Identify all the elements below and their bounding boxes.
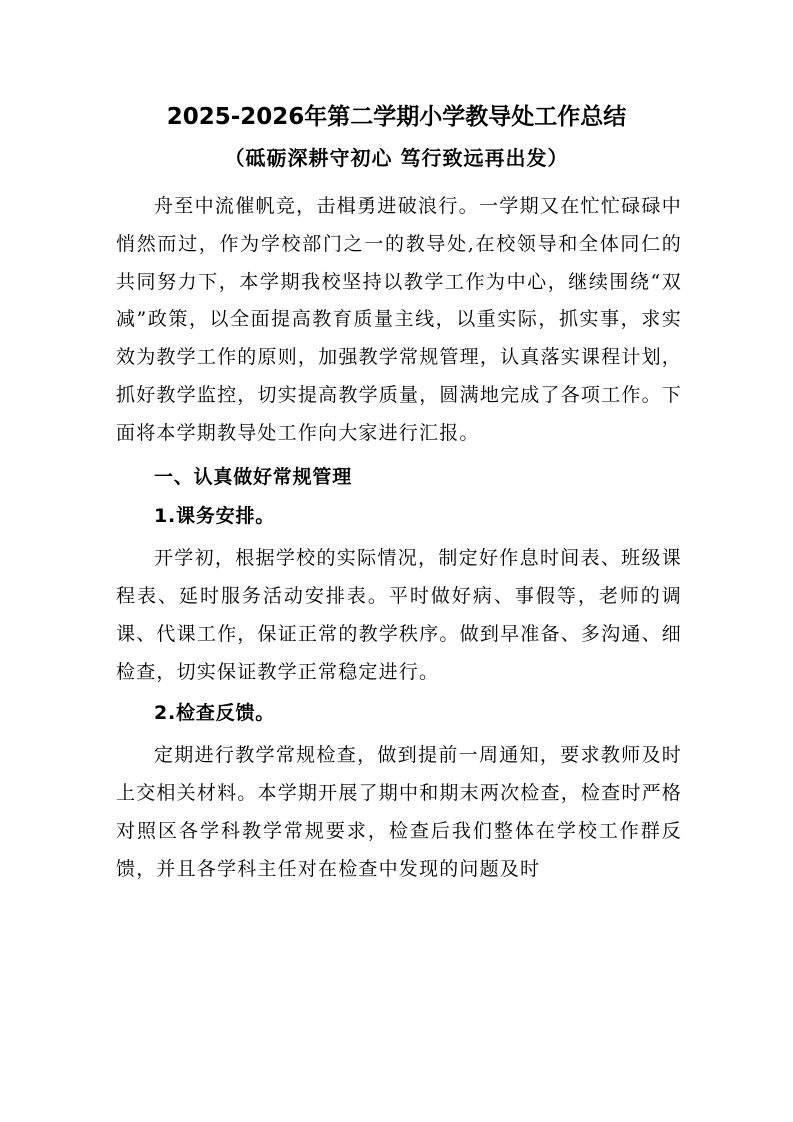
course-arrangement-paragraph: 开学初，根据学校的实际情况，制定好作息时间表、班级课程表、延时服务活动安排表。平时做好病、事假等，老师的调课、代课工作，保证正常的教学秩序。做到早准备、多沟通、细检查，切实保证教学正常稳定进行。 <box>116 547 682 683</box>
inspection-feedback-paragraph: 定期进行教学常规检查，做到提前一周通知，要求教师及时上交相关材料。本学期开展了期中和期末两次检查，检查时严格对照区各学科教学常规要求，检查后我们整体在学校工作群反馈，并且各学科主任对在检查中发现的问题及时 <box>116 744 682 880</box>
document-title: 2025-2026年第二学期小学教导处工作总结 <box>166 104 627 130</box>
subsection-heading-course-arrangement: 1.课务安排。 <box>154 505 276 528</box>
subsection-heading-inspection-feedback: 2.检查反馈。 <box>154 702 276 725</box>
document-subtitle: （砥砺深耕守初心 笃行致远再出发） <box>224 146 569 170</box>
section-heading: 一、认真做好常规管理 <box>154 465 353 488</box>
intro-paragraph: 舟至中流催帆竞，击楫勇进破浪行。一学期又在忙忙碌碌中悄然而过，作为学校部门之一的教导处,在校领导和全体同仁的共同努力下，本学期我校坚持以教学工作为中心，继续围绕“双减”政策，以全面提高教育质量主线，以重实际，抓实事，求实效为教学工作的原则，加强教学常规管理，认真落实课程计划，抓好教学监控，切实提高教学质量，圆满地完成了各项工作。下面将本学期教导处工作向大家进行汇报。 <box>116 195 682 444</box>
document-body <box>116 188 682 888</box>
